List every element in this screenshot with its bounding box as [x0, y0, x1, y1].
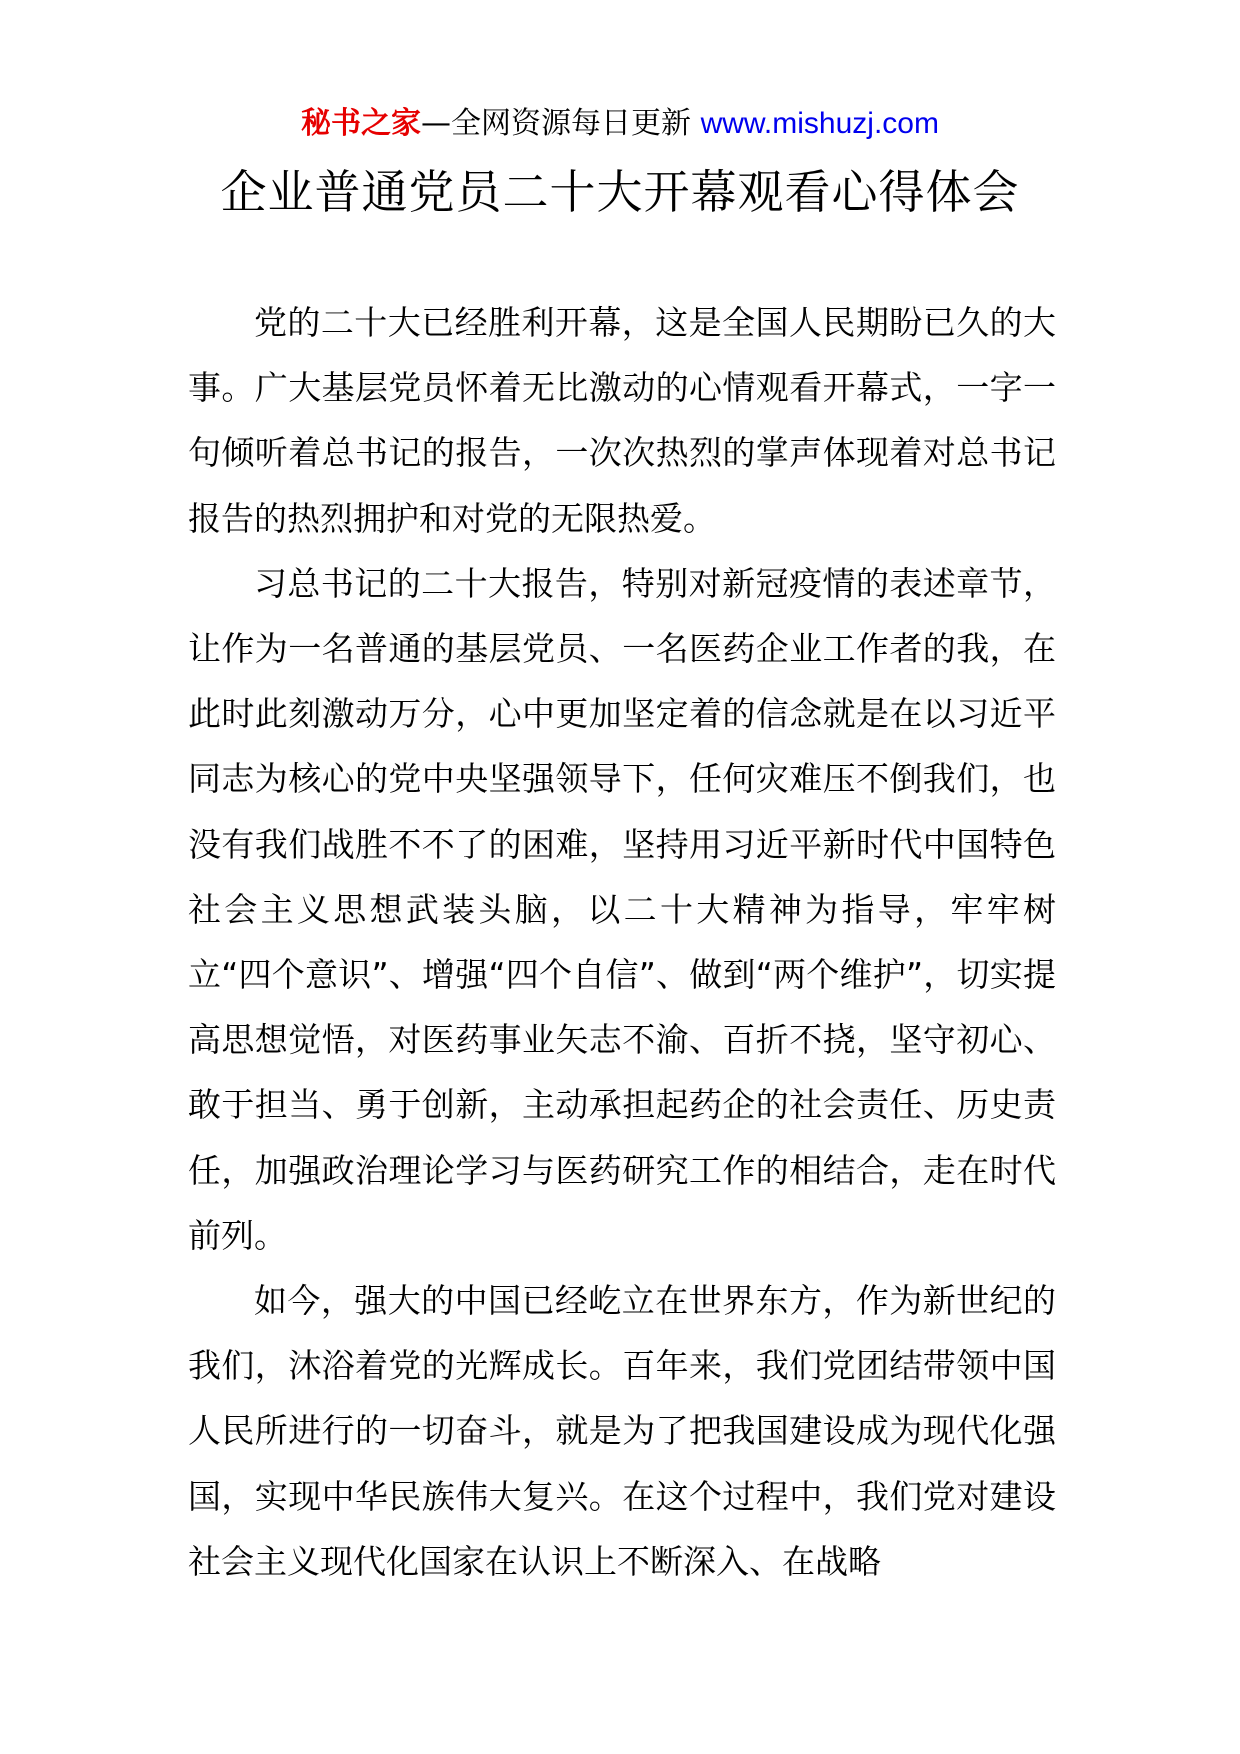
document-title: 企业普通党员二十大开幕观看心得体会	[220, 165, 1020, 219]
site-header	[0, 100, 1240, 148]
brand-name: 秘书之家	[301, 106, 422, 141]
header-tagline: —全网资源每日更新	[421, 106, 701, 141]
paragraph-1: 党的二十大已经胜利开幕，这是全国人民期盼已久的大事。广大基层党员怀着无比激动的心情观看开幕式，一字一句倾听着总书记的报告，一次次热烈的掌声体现着对总书记报告的热烈拥护和对党的无限热爱。	[188, 303, 1056, 538]
site-url-link[interactable]: www.mishuzj.com	[700, 107, 939, 140]
paragraph-3: 如今，强大的中国已经屹立在世界东方，作为新世纪的我们，沐浴着党的光辉成长。百年来，我们党团结带领中国人民所进行的一切奋斗，就是为了把我国建设成为现代化强国，实现中华民族伟大复兴。在这个过程中，我们党对建设社会主义现代化国家在认识上不断深入、在战略	[188, 1281, 1056, 1581]
paragraph-2: 习总书记的二十大报告，特别对新冠疫情的表述章节，让作为一名普通的基层党员、一名医药企业工作者的我，在此时此刻激动万分，心中更加坚定着的信念就是在以习近平同志为核心的党中央坚强领导下，任何灾难压不倒我们，也没有我们战胜不不了的困难，坚持用习近平新时代中国特色社会主义思想武装头脑，以二十大精神为指导，牢牢树立“四个意识”、增强“四个自信”、做到“两个维护”，切实提高思想觉悟，对医药事业矢志不渝、百折不挠，坚守初心、敢于担当、勇于创新，主动承担起药企的社会责任、历史责任，加强政治理论学习与医药研究工作的相结合，走在时代前列。	[188, 563, 1056, 1255]
document-body	[188, 290, 1056, 1594]
